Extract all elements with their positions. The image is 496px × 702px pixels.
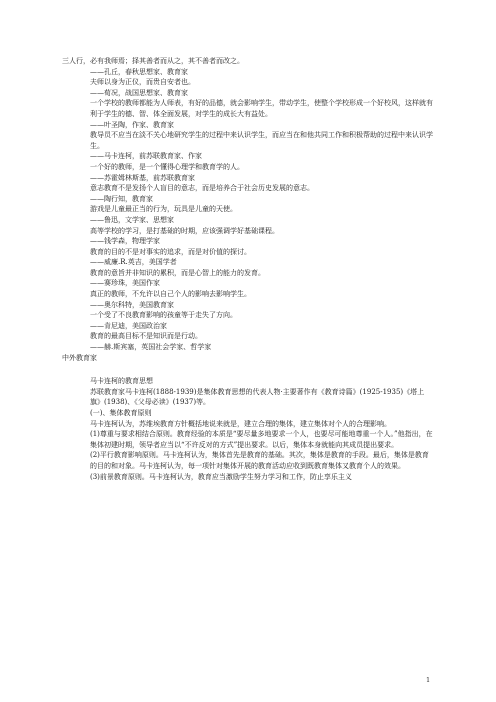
essay-paragraph: (3)前景教育原则。马卡连柯认为，教育应当激励学生努力学习和工作，防止享乐主义 xyxy=(90,472,352,481)
quote-attribution: ——鲁迅，文学家、思想家 xyxy=(90,215,174,224)
quote-text: 游戏是儿童最正当的行为，玩具是儿童的天使。 xyxy=(90,205,237,214)
essay-title: 马卡连柯的教育思想 xyxy=(90,377,153,386)
quote-text: 教导员不应当在淡不关心地研究学生的过程中来认识学生，而应当在和他共同工作和积极帮助的过程中来认识学生。 xyxy=(90,131,433,150)
quote-attribution: ——肯尼迪，美国政治家 xyxy=(90,321,167,330)
quote-attribution: ——马卡连柯，前苏联教育家、作家 xyxy=(90,152,202,161)
closing-label: 中外教育家 xyxy=(62,353,97,362)
quote-text: 一个学校的教师都能为人师表，有好的品德，就会影响学生，带动学生，使整个学校形成一个好校风，这样就有利于学生的德、智、体全面发展，对学生的成长大有益处。 xyxy=(90,99,433,118)
quote-attribution: ——奥尔科特，美国教育家 xyxy=(90,300,174,309)
quote-text: 教育的意旨并非知识的累积，而是心智上的能力的发育。 xyxy=(90,268,265,277)
quote-text: 意志教育不是发扬个人盲目的意志，而是培养合于社会历史发展的意志。 xyxy=(90,184,314,193)
quote-text: 高等学校的学习，是打基础的时期，应该强调学好基础课程。 xyxy=(90,226,279,235)
section-heading: (一)、集体教育原则 xyxy=(90,409,152,417)
essay-paragraph: 马卡连柯认为，苏维埃教育方针概括地说来就是，建立合理的集体，建立集体对个人的合理影响。 xyxy=(90,419,391,428)
quote-text: 夫师以身为正仪，而贵自安者也。 xyxy=(90,78,195,87)
quote-attribution: ——陶行知，教育家 xyxy=(90,194,153,203)
quote-attribution: ——叶圣陶，作家、教育家 xyxy=(90,120,174,129)
essay-paragraph: (2)平行教育影响原则。马卡连柯认为，集体首先是教育的基础。其次，集体是教育的手段。最后，集体是教育的目的和对象。马卡连柯认为，每一项针对集体开展的教育活动应收到既教育集体又教育个人的效果。 xyxy=(90,451,429,470)
quote-attribution: ——赫.斯宾塞，英国社会学家、哲学家 xyxy=(90,343,212,352)
quote-text: 三人行，必有我师焉；择其善者而从之，其不善者而改之。 xyxy=(62,57,244,65)
quote-text: 一个好的教师，是一个懂得心理学和教育学的人。 xyxy=(90,162,244,171)
quote-list xyxy=(62,56,434,353)
quote-attribution: ——威廉.R.英吉，美国学者 xyxy=(90,258,177,267)
section-gap xyxy=(62,363,434,376)
quote-text: 教育的目的不是对事实的追求，而是对价值的探讨。 xyxy=(90,247,251,256)
quote-text: 一个受了不良教育影响的孩童等于走失了方向。 xyxy=(90,311,237,320)
document-body xyxy=(62,56,434,482)
quote-attribution: ——苏霍姆林斯基，前苏联教育家 xyxy=(90,173,195,182)
essay-intro: 苏联教育家马卡连柯(1888-1939)是集体教育思想的代表人物·主要著作有《教育诗篇》(1925-1935)《塔上旗》(1938)、《父母必读》(1937)等。 xyxy=(90,387,425,407)
quote-text: 教育的最高目标不是知识而是行动。 xyxy=(90,332,202,341)
quote-text: 真正的教师，不允许以自己个人的影响去影响学生。 xyxy=(90,290,251,299)
quote-attribution: ——荀况，战国思想家、教育家 xyxy=(90,88,188,97)
essay-paragraph: (1)尊重与要求相结合原则。教育经验的本质是“要尽量多地要求一个人，也要尽可能地尊重一个人。”他指出，在集体初建时期，领导者应当以“不许反对的方式”提出要求。以后，集体本身就能向其成员提出要求。 xyxy=(90,430,433,449)
quote-attribution: ——赛珍珠，美国作家 xyxy=(90,279,160,288)
page-number: 1 xyxy=(426,676,431,684)
quote-attribution: ——钱学森，物理学家 xyxy=(90,237,160,246)
quote-attribution: ——孔丘，春秋思想家、教育家 xyxy=(90,67,188,76)
